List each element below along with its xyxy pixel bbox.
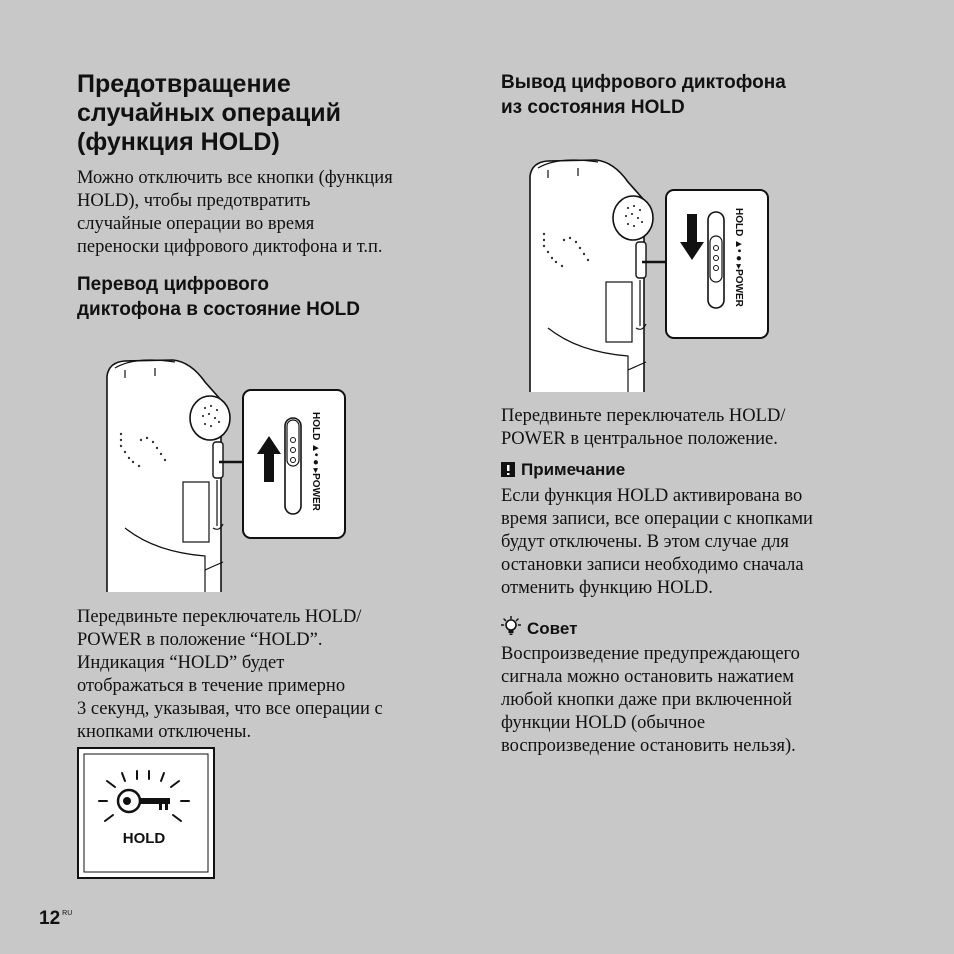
page-number-suffix: RU bbox=[62, 910, 73, 917]
title-line: (функция HOLD) bbox=[77, 128, 280, 156]
text-line: отображаться в течение примерно bbox=[77, 676, 346, 696]
text-line: Можно отключить все кнопки (функция bbox=[77, 168, 393, 188]
page-number-value: 12 bbox=[39, 908, 61, 929]
section-heading-hold-on bbox=[77, 272, 360, 322]
tip-heading bbox=[501, 616, 577, 640]
text-line: кнопками отключены. bbox=[77, 722, 252, 742]
text-line: переноски цифрового диктофона и т.п. bbox=[77, 237, 383, 257]
hold-display-label: HOLD bbox=[122, 830, 166, 847]
tip-label: Совет bbox=[527, 619, 578, 638]
text-line: отменить функцию HOLD. bbox=[501, 578, 713, 598]
switch-label: HOLD ▲• ● ▸POWER bbox=[733, 208, 744, 307]
text-line: время записи, все операции с кнопками bbox=[501, 509, 813, 529]
text-line: будут отключены. В этом случае для bbox=[501, 532, 789, 552]
text-line: POWER в положение “HOLD”. bbox=[77, 630, 323, 650]
page-title bbox=[77, 70, 457, 157]
note-icon bbox=[501, 462, 515, 477]
text-line: воспроизведение остановить нельзя). bbox=[501, 736, 796, 756]
switch-label: HOLD ▲• ● ▸POWER bbox=[310, 412, 321, 511]
text-line: функции HOLD (обычное bbox=[501, 713, 706, 733]
recorder-hold-off-illustration bbox=[518, 156, 773, 392]
heading-line: Перевод цифрового bbox=[77, 274, 270, 295]
heading-line: Вывод цифрового диктофона bbox=[501, 72, 786, 93]
lightbulb-icon bbox=[501, 616, 521, 636]
text-line: POWER в центральное положение. bbox=[501, 429, 778, 449]
text-line: сигнала можно остановить нажатием bbox=[501, 667, 795, 687]
note-heading bbox=[501, 459, 625, 481]
recorder-hold-on-illustration bbox=[95, 356, 350, 592]
hold-on-paragraph bbox=[77, 606, 383, 744]
page-number bbox=[39, 908, 72, 930]
text-line: Воспроизведение предупреждающего bbox=[501, 644, 800, 664]
text-line: HOLD), чтобы предотвратить bbox=[77, 191, 311, 211]
text-line: Передвиньте переключатель HOLD/ bbox=[501, 406, 786, 426]
note-paragraph bbox=[501, 485, 813, 600]
text-line: Если функция HOLD активирована во bbox=[501, 486, 803, 506]
title-line: Предотвращение bbox=[77, 70, 291, 98]
section-heading-hold-off bbox=[501, 70, 786, 120]
text-line: Индикация “HOLD” будет bbox=[77, 653, 285, 673]
intro-paragraph bbox=[77, 167, 393, 259]
text-line: случайные операции во время bbox=[77, 214, 315, 234]
text-line: Передвиньте переключатель HOLD/ bbox=[77, 607, 362, 627]
hold-display-illustration bbox=[77, 747, 215, 879]
text-line: любой кнопки даже при включенной bbox=[501, 690, 793, 710]
text-line: 3 секунд, указывая, что все операции с bbox=[77, 699, 383, 719]
title-line: случайных операций bbox=[77, 99, 342, 127]
text-line: остановки записи необходимо сначала bbox=[501, 555, 804, 575]
note-label: Примечание bbox=[521, 460, 626, 479]
heading-line: диктофона в состояние HOLD bbox=[77, 299, 360, 320]
tip-paragraph bbox=[501, 643, 800, 758]
hold-off-paragraph bbox=[501, 405, 785, 451]
heading-line: из состояния HOLD bbox=[501, 97, 685, 118]
